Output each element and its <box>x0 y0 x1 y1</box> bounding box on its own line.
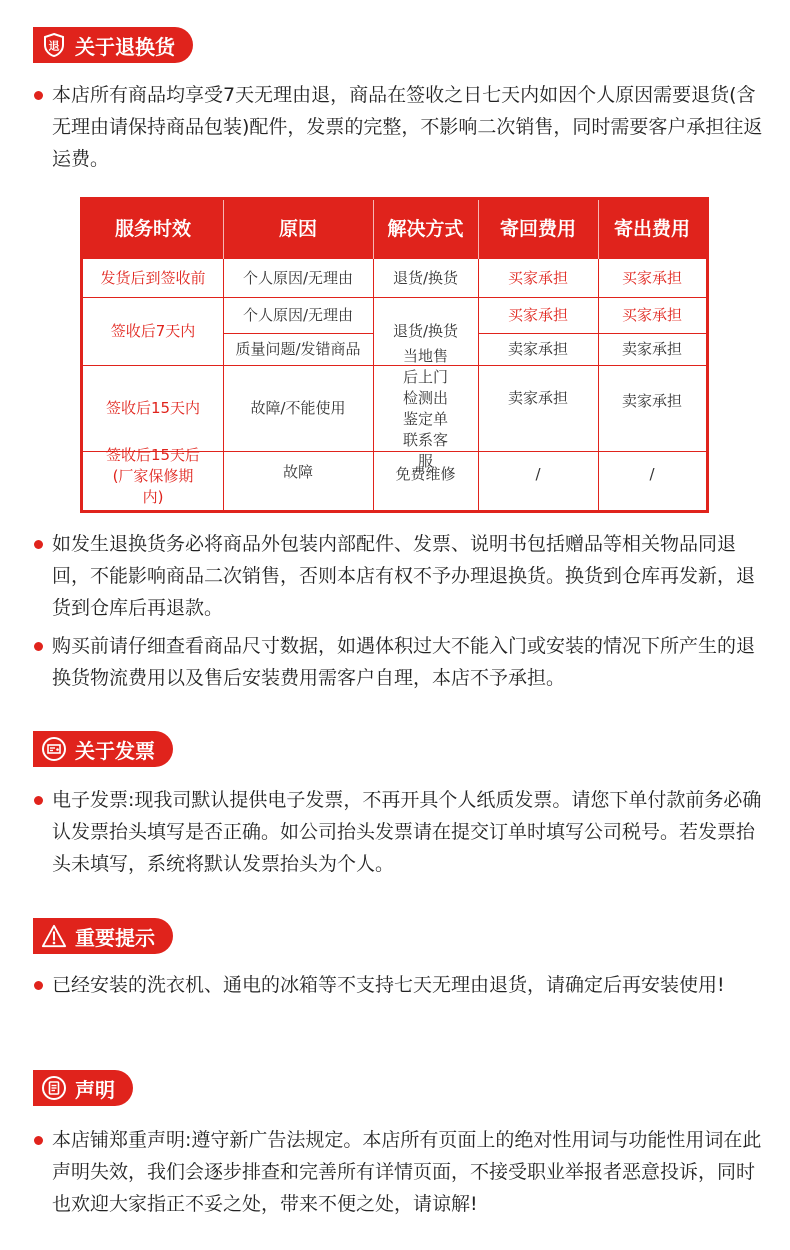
warning-icon <box>41 923 67 949</box>
row2-reason-b: 质量问题/发错商品 <box>235 340 361 358</box>
section-tag-invoice <box>33 731 173 767</box>
section-tag-statement <box>33 1070 133 1106</box>
returns-policy-table <box>80 197 709 513</box>
row3-return-fee: 卖家承担 <box>507 388 568 407</box>
return-stamp-icon <box>41 32 67 58</box>
row4-reason: 故障 <box>282 462 313 481</box>
row3-reason: 故障/不能使用 <box>250 399 346 417</box>
invoice-paragraph: 电子发票:现我司默认提供电子发票，不再开具个人纸质发票。请您下单付款前务必确认发票抬头填写是否正确。如公司抬头发票请在提交订单时填写公司税号。若发票抬头未填写，系统将默认发票抬头为个人。 <box>52 784 764 880</box>
notice-paragraph: 已经安装的洗衣机、通电的冰箱等不支持七天无理由退货，请确定后再安装使用! <box>52 969 764 1001</box>
invoice-icon <box>41 736 67 762</box>
row2-return-fee-b: 卖家承担 <box>507 340 568 358</box>
row1-solution: 退货/换货 <box>392 268 459 287</box>
row2-reason-a: 个人原因/无理由 <box>242 306 354 324</box>
row4-period: 签收后15天后(厂家保修期内) <box>105 445 201 506</box>
row4-send-fee: / <box>649 464 655 483</box>
returns-paragraph-2: 如发生退换货务必将商品外包装内部配件、发票、说明书包括赠品等相关物品同退回，不能影响商品二次销售，否则本店有权不予办理退换货。换货到仓库再发新，退货到仓库后再退款。 <box>52 528 764 624</box>
row3-period: 签收后15天内 <box>105 399 201 417</box>
row1-return-fee: 买家承担 <box>507 268 568 287</box>
returns-paragraph-1: 本店所有商品均享受7天无理由退，商品在签收之日七天内如因个人原因需要退货(含无理由请保持商品包装)配件，发票的完整，不影响二次销售，同时需要客户承担往返运费。 <box>52 79 764 175</box>
row3-solution: 当地售后上门检测出鉴定单联系客服 <box>402 346 448 470</box>
section-title: 关于退换货 <box>75 34 175 59</box>
section-title: 声明 <box>75 1077 115 1102</box>
svg-text:退: 退 <box>48 39 60 53</box>
row1-reason: 个人原因/无理由 <box>242 268 354 287</box>
header-solution: 解决方式 <box>387 218 464 240</box>
header-return-fee: 寄回费用 <box>499 218 576 240</box>
row2-return-fee-a: 买家承担 <box>507 306 568 324</box>
row2-period: 签收后7天内 <box>110 322 196 340</box>
row2-send-fee-b: 卖家承担 <box>621 340 682 358</box>
row2-send-fee-a: 买家承担 <box>621 306 682 324</box>
document-icon <box>41 1075 67 1101</box>
row3-send-fee: 卖家承担 <box>621 391 682 410</box>
section-tag-notice <box>33 918 173 954</box>
statement-paragraph: 本店铺郑重声明:遵守新广告法规定。本店所有页面上的绝对性用词与功能性用词在此声明失效，我们会逐步排查和完善所有详情页面，不接受职业举报者恶意投诉，同时也欢迎大家指正不妥之处，带来不便之处，请谅解! <box>52 1124 764 1220</box>
header-reason: 原因 <box>278 218 317 240</box>
header-period: 服务时效 <box>114 218 191 240</box>
section-title: 关于发票 <box>75 738 155 763</box>
section-tag-returns <box>33 27 193 63</box>
section-title: 重要提示 <box>75 925 155 950</box>
row1-send-fee: 买家承担 <box>621 268 682 287</box>
row4-solution: 免费维修 <box>395 464 456 483</box>
header-send-fee: 寄出费用 <box>613 218 690 240</box>
row1-period: 发货后到签收前 <box>100 268 206 287</box>
row4-return-fee: / <box>535 464 541 483</box>
returns-paragraph-3: 购买前请仔细查看商品尺寸数据，如遇体积过大不能入门或安装的情况下所产生的退换货物流费用以及售后安装费用需客户自理，本店不予承担。 <box>52 630 764 694</box>
row2-solution: 退货/换货 <box>392 322 459 340</box>
